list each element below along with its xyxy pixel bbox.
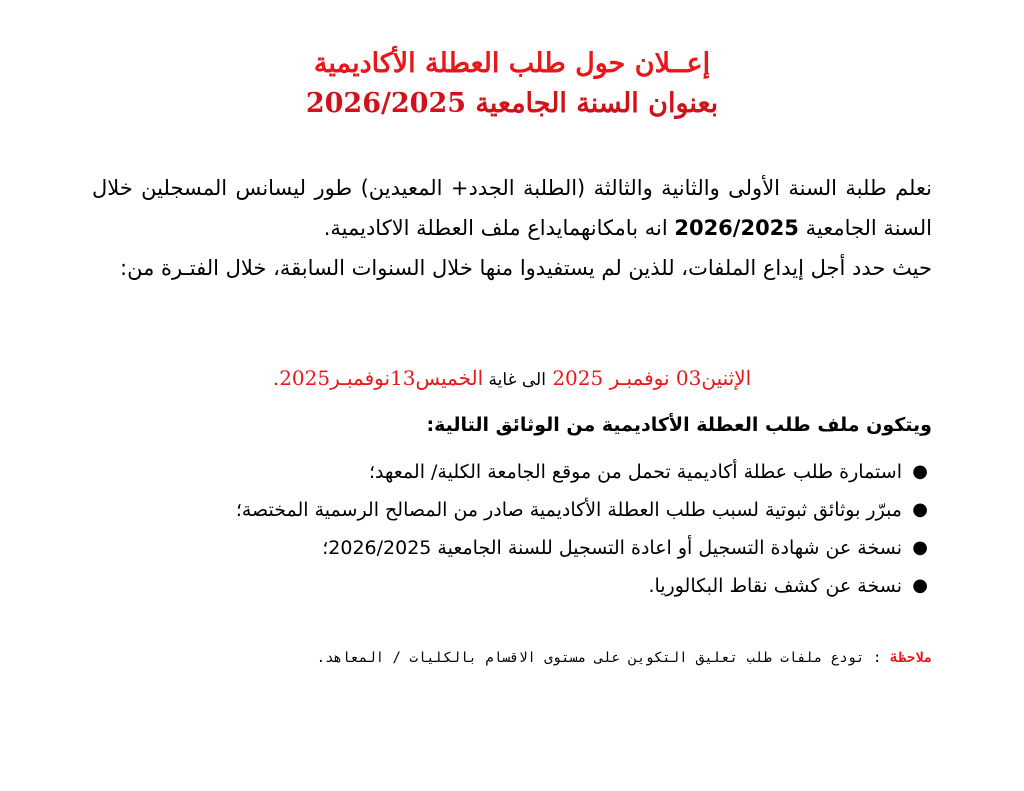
note-label: ملاحظة — [889, 650, 932, 666]
list-item — [140, 491, 932, 529]
period-end: الخميس13نوفمبـر2025. — [272, 366, 484, 390]
bullet-icon: ● — [912, 537, 928, 558]
list-item — [140, 453, 932, 491]
submission-period — [0, 366, 1024, 390]
bullet-icon: ● — [912, 499, 928, 520]
note — [317, 650, 932, 666]
document-item-text: استمارة طلب عطلة أكاديمية تحمل من موقع الجامعة الكلية/ المعهد؛ — [369, 461, 902, 483]
documents-list — [140, 453, 932, 605]
academic-year: 2026/2025 — [674, 216, 799, 240]
intro-paragraph — [92, 168, 932, 288]
document-item-text: نسخة عن شهادة التسجيل أو اعادة التسجيل للسنة الجامعية 2026/2025؛ — [322, 537, 902, 559]
announcement-title — [0, 44, 1024, 124]
period-start: الإثنين03 نوفمبـر 2025 — [545, 366, 752, 390]
document-item-text: نسخة عن كشف نقاط البكالوريا. — [648, 575, 902, 597]
period-connector: الى غاية — [483, 370, 546, 390]
title-line-2: بعنوان السنة الجامعية 2026/2025 — [305, 88, 719, 119]
documents-heading: ويتكون ملف طلب العطلة الأكاديمية من الوثائق التالية: — [426, 414, 932, 436]
title-line-1: إعــلان حول طلب العطلة الأكاديمية — [313, 48, 711, 79]
bullet-icon: ● — [912, 461, 928, 482]
document-item-text: مبرّر بوثائق ثبوتية لسبب طلب العطلة الأكاديمية صادر من المصالح الرسمية المختصة؛ — [235, 499, 902, 521]
intro-text-part1: نعلم طلبة السنة الأولى والثانية والثالثة (الطلبة الجدد+ المعيدين) طور ليسانس المسجلين خلال السنة الجامعية — [92, 176, 932, 240]
list-item — [140, 529, 932, 567]
note-text: : تودع ملفات طلب تعليق التكوين على مستوى الاقسام بالكليات / المعاهد. — [316, 650, 882, 666]
bullet-icon: ● — [912, 575, 928, 596]
list-item — [140, 567, 932, 605]
intro-text-part2: انه بامكانهمايداع ملف العطلة الاكاديمية. — [323, 216, 675, 240]
intro-text-part3: حيث حدد أجل إيداع الملفات، للذين لم يستفيدوا منها خلال السنوات السابقة، خلال الفتـرة من: — [120, 256, 932, 280]
